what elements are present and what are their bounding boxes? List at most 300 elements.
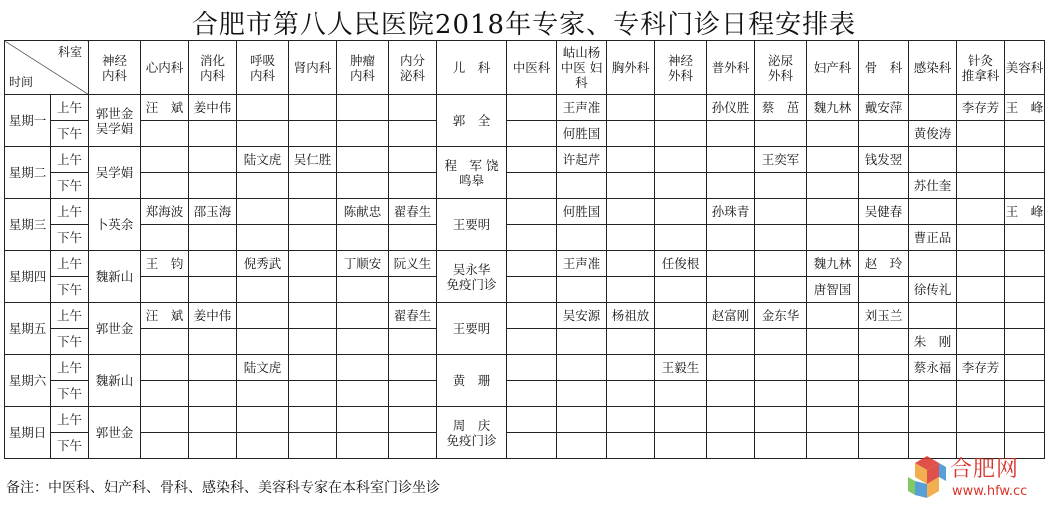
schedule-cell bbox=[655, 173, 707, 199]
half-day-pm: 下午 bbox=[51, 173, 89, 199]
schedule-cell bbox=[607, 225, 655, 251]
schedule-cell bbox=[755, 199, 807, 225]
schedule-cell bbox=[189, 355, 237, 381]
schedule-cell bbox=[607, 121, 655, 147]
schedule-cell bbox=[957, 199, 1005, 225]
schedule-cell bbox=[389, 225, 437, 251]
schedule-cell bbox=[337, 381, 389, 407]
schedule-cell bbox=[189, 433, 237, 459]
table-row bbox=[5, 95, 1045, 121]
schedule-cell bbox=[141, 277, 189, 303]
schedule-cell: 翟春生 bbox=[389, 303, 437, 329]
half-day-am: 上午 bbox=[51, 303, 89, 329]
schedule-cell bbox=[607, 381, 655, 407]
schedule-cell bbox=[707, 329, 755, 355]
table-row bbox=[5, 251, 1045, 277]
schedule-cell bbox=[337, 121, 389, 147]
schedule-cell bbox=[607, 329, 655, 355]
schedule-cell bbox=[655, 329, 707, 355]
schedule-cell bbox=[337, 303, 389, 329]
schedule-cell bbox=[507, 147, 557, 173]
schedule-cell bbox=[909, 407, 957, 433]
day-label: 星期三 bbox=[5, 199, 51, 251]
schedule-cell bbox=[807, 355, 859, 381]
schedule-cell bbox=[389, 277, 437, 303]
schedule-cell bbox=[289, 355, 337, 381]
schedule-cell bbox=[755, 329, 807, 355]
schedule-cell bbox=[237, 225, 289, 251]
schedule-cell: 魏新山 bbox=[89, 251, 141, 303]
schedule-cell bbox=[289, 407, 337, 433]
schedule-cell bbox=[957, 303, 1005, 329]
schedule-cell bbox=[389, 381, 437, 407]
schedule-cell: 刘玉兰 bbox=[859, 303, 909, 329]
schedule-cell bbox=[1005, 147, 1045, 173]
schedule-cell bbox=[957, 251, 1005, 277]
dept-header: 心内科 bbox=[141, 41, 189, 95]
schedule-cell bbox=[707, 407, 755, 433]
schedule-cell: 汪 斌 bbox=[141, 95, 189, 121]
schedule-cell bbox=[1005, 173, 1045, 199]
corner-dept-label: 科室 bbox=[57, 45, 82, 59]
table-row bbox=[5, 147, 1045, 173]
day-label: 星期五 bbox=[5, 303, 51, 355]
schedule-cell bbox=[507, 225, 557, 251]
corner-cell bbox=[5, 41, 89, 95]
dept-header: 妇产科 bbox=[807, 41, 859, 95]
table-row bbox=[5, 225, 1045, 251]
schedule-cell: 吴学娟 bbox=[89, 147, 141, 199]
schedule-cell bbox=[507, 277, 557, 303]
schedule-cell bbox=[289, 173, 337, 199]
schedule-cell bbox=[141, 121, 189, 147]
schedule-cell bbox=[707, 433, 755, 459]
schedule-cell bbox=[237, 173, 289, 199]
schedule-table bbox=[4, 40, 1045, 459]
schedule-cell: 陆文虎 bbox=[237, 355, 289, 381]
schedule-cell bbox=[389, 95, 437, 121]
schedule-cell: 孙仪胜 bbox=[707, 95, 755, 121]
schedule-cell: 李存芳 bbox=[957, 95, 1005, 121]
schedule-cell bbox=[807, 329, 859, 355]
schedule-cell bbox=[189, 225, 237, 251]
schedule-cell bbox=[507, 121, 557, 147]
schedule-cell bbox=[237, 95, 289, 121]
half-day-am: 上午 bbox=[51, 199, 89, 225]
table-row bbox=[5, 121, 1045, 147]
schedule-cell bbox=[389, 121, 437, 147]
schedule-cell bbox=[337, 433, 389, 459]
schedule-cell: 何胜国 bbox=[557, 199, 607, 225]
table-row bbox=[5, 355, 1045, 381]
schedule-cell bbox=[607, 277, 655, 303]
schedule-cell: 钱发翌 bbox=[859, 147, 909, 173]
schedule-cell bbox=[189, 277, 237, 303]
schedule-cell bbox=[389, 407, 437, 433]
dept-header: 肿瘤 内科 bbox=[337, 41, 389, 95]
schedule-cell bbox=[607, 173, 655, 199]
schedule-cell: 赵 玲 bbox=[859, 251, 909, 277]
schedule-cell bbox=[607, 407, 655, 433]
schedule-cell bbox=[237, 381, 289, 407]
schedule-cell bbox=[189, 147, 237, 173]
schedule-cell bbox=[957, 121, 1005, 147]
schedule-cell: 周 庆 免疫门诊 bbox=[437, 407, 507, 459]
half-day-pm: 下午 bbox=[51, 329, 89, 355]
half-day-pm: 下午 bbox=[51, 381, 89, 407]
logo-name: 合肥网 bbox=[950, 457, 1020, 482]
schedule-cell: 蔡 茁 bbox=[755, 95, 807, 121]
schedule-cell bbox=[755, 355, 807, 381]
schedule-cell: 王声准 bbox=[557, 251, 607, 277]
day-label: 星期日 bbox=[5, 407, 51, 459]
schedule-cell: 王 峰 bbox=[1005, 95, 1045, 121]
schedule-cell: 王声准 bbox=[557, 95, 607, 121]
schedule-cell bbox=[807, 225, 859, 251]
schedule-cell: 朱 刚 bbox=[909, 329, 957, 355]
schedule-cell bbox=[607, 199, 655, 225]
schedule-cell bbox=[755, 433, 807, 459]
schedule-cell bbox=[507, 251, 557, 277]
schedule-cell bbox=[755, 381, 807, 407]
schedule-cell bbox=[389, 173, 437, 199]
schedule-cell bbox=[1005, 407, 1045, 433]
schedule-cell bbox=[859, 173, 909, 199]
schedule-cell bbox=[507, 95, 557, 121]
schedule-cell bbox=[859, 355, 909, 381]
schedule-cell bbox=[807, 381, 859, 407]
schedule-cell bbox=[957, 381, 1005, 407]
schedule-cell bbox=[909, 303, 957, 329]
schedule-cell bbox=[707, 147, 755, 173]
site-logo bbox=[904, 452, 1048, 508]
schedule-cell: 黄俊涛 bbox=[909, 121, 957, 147]
schedule-cell: 倪秀武 bbox=[237, 251, 289, 277]
schedule-cell bbox=[507, 433, 557, 459]
schedule-cell: 金东华 bbox=[755, 303, 807, 329]
schedule-cell: 阮义生 bbox=[389, 251, 437, 277]
schedule-cell bbox=[507, 355, 557, 381]
schedule-cell bbox=[557, 381, 607, 407]
dept-header: 普外科 bbox=[707, 41, 755, 95]
schedule-cell bbox=[957, 173, 1005, 199]
schedule-cell bbox=[507, 381, 557, 407]
schedule-cell bbox=[337, 147, 389, 173]
half-day-am: 上午 bbox=[51, 355, 89, 381]
half-day-pm: 下午 bbox=[51, 277, 89, 303]
schedule-cell bbox=[237, 303, 289, 329]
schedule-cell bbox=[909, 147, 957, 173]
schedule-cell: 苏仕奎 bbox=[909, 173, 957, 199]
schedule-cell: 孙珠青 bbox=[707, 199, 755, 225]
schedule-cell bbox=[557, 173, 607, 199]
schedule-cell: 程 军 饶 鸣皋 bbox=[437, 147, 507, 199]
half-day-pm: 下午 bbox=[51, 121, 89, 147]
dept-header: 针灸 推拿科 bbox=[957, 41, 1005, 95]
table-row bbox=[5, 303, 1045, 329]
table-row bbox=[5, 381, 1045, 407]
table-row bbox=[5, 329, 1045, 355]
dept-header: 美容科 bbox=[1005, 41, 1045, 95]
schedule-cell bbox=[807, 147, 859, 173]
schedule-cell bbox=[337, 355, 389, 381]
table-row bbox=[5, 277, 1045, 303]
footnote: 备注：中医科、妇产科、骨科、感染科、美容科专家在本科室门诊坐诊 bbox=[6, 480, 440, 496]
schedule-cell bbox=[607, 95, 655, 121]
schedule-cell bbox=[189, 173, 237, 199]
schedule-cell: 杨祖放 bbox=[607, 303, 655, 329]
schedule-cell: 郭世金 bbox=[89, 407, 141, 459]
schedule-cell: 魏九林 bbox=[807, 95, 859, 121]
schedule-cell bbox=[141, 355, 189, 381]
schedule-cell bbox=[755, 251, 807, 277]
schedule-cell: 王奕军 bbox=[755, 147, 807, 173]
schedule-cell bbox=[189, 329, 237, 355]
schedule-cell bbox=[289, 121, 337, 147]
schedule-cell bbox=[557, 329, 607, 355]
schedule-cell bbox=[707, 277, 755, 303]
schedule-cell bbox=[289, 329, 337, 355]
half-day-am: 上午 bbox=[51, 147, 89, 173]
schedule-cell bbox=[557, 277, 607, 303]
half-day-am: 上午 bbox=[51, 95, 89, 121]
schedule-cell bbox=[909, 251, 957, 277]
schedule-cell bbox=[655, 199, 707, 225]
schedule-cell bbox=[289, 225, 337, 251]
schedule-cell bbox=[337, 407, 389, 433]
schedule-cell bbox=[557, 407, 607, 433]
schedule-cell bbox=[1005, 329, 1045, 355]
schedule-cell bbox=[607, 433, 655, 459]
schedule-cell bbox=[289, 433, 337, 459]
schedule-cell bbox=[807, 173, 859, 199]
schedule-cell bbox=[141, 147, 189, 173]
schedule-cell bbox=[1005, 303, 1045, 329]
schedule-cell: 陈献忠 bbox=[337, 199, 389, 225]
schedule-cell: 蔡永福 bbox=[909, 355, 957, 381]
schedule-cell: 吴安源 bbox=[557, 303, 607, 329]
schedule-cell: 郭世金 bbox=[89, 303, 141, 355]
dept-header: 消化 内科 bbox=[189, 41, 237, 95]
schedule-cell bbox=[389, 147, 437, 173]
schedule-cell bbox=[141, 407, 189, 433]
schedule-cell bbox=[507, 329, 557, 355]
schedule-cell bbox=[807, 433, 859, 459]
schedule-cell: 王毅生 bbox=[655, 355, 707, 381]
schedule-cell: 任俊根 bbox=[655, 251, 707, 277]
schedule-cell bbox=[655, 225, 707, 251]
schedule-cell bbox=[1005, 251, 1045, 277]
schedule-cell bbox=[607, 251, 655, 277]
schedule-cell bbox=[189, 251, 237, 277]
schedule-cell bbox=[607, 147, 655, 173]
schedule-cell bbox=[807, 121, 859, 147]
schedule-cell bbox=[1005, 355, 1045, 381]
schedule-cell: 翟春生 bbox=[389, 199, 437, 225]
schedule-cell bbox=[655, 303, 707, 329]
schedule-cell bbox=[337, 329, 389, 355]
schedule-cell: 吴健春 bbox=[859, 199, 909, 225]
schedule-cell bbox=[607, 355, 655, 381]
schedule-cell: 魏新山 bbox=[89, 355, 141, 407]
schedule-cell bbox=[289, 277, 337, 303]
schedule-cell bbox=[189, 121, 237, 147]
schedule-cell: 许起芹 bbox=[557, 147, 607, 173]
schedule-cell bbox=[859, 407, 909, 433]
table-row bbox=[5, 199, 1045, 225]
schedule-cell bbox=[237, 199, 289, 225]
schedule-cell bbox=[337, 277, 389, 303]
half-day-pm: 下午 bbox=[51, 433, 89, 459]
schedule-cell bbox=[389, 329, 437, 355]
schedule-cell: 吴永华 免疫门诊 bbox=[437, 251, 507, 303]
schedule-cell: 邵玉海 bbox=[189, 199, 237, 225]
dept-header: 神经 内科 bbox=[89, 41, 141, 95]
schedule-cell: 郭 全 bbox=[437, 95, 507, 147]
half-day-am: 上午 bbox=[51, 251, 89, 277]
schedule-cell bbox=[909, 199, 957, 225]
schedule-cell bbox=[557, 355, 607, 381]
table-row bbox=[5, 407, 1045, 433]
schedule-cell bbox=[755, 225, 807, 251]
schedule-cell bbox=[707, 225, 755, 251]
schedule-cell bbox=[189, 407, 237, 433]
dept-header: 泌尿 外科 bbox=[755, 41, 807, 95]
schedule-cell: 唐智国 bbox=[807, 277, 859, 303]
schedule-cell bbox=[237, 277, 289, 303]
schedule-cell bbox=[655, 407, 707, 433]
schedule-cell bbox=[141, 225, 189, 251]
schedule-cell bbox=[755, 407, 807, 433]
schedule-cell bbox=[337, 95, 389, 121]
schedule-cell bbox=[655, 381, 707, 407]
schedule-cell: 王要明 bbox=[437, 199, 507, 251]
dept-header: 肾内科 bbox=[289, 41, 337, 95]
schedule-cell: 姜中伟 bbox=[189, 303, 237, 329]
schedule-cell: 李存芳 bbox=[957, 355, 1005, 381]
schedule-cell: 丁顺安 bbox=[337, 251, 389, 277]
schedule-cell bbox=[141, 433, 189, 459]
schedule-cell: 王 钧 bbox=[141, 251, 189, 277]
schedule-cell: 汪 斌 bbox=[141, 303, 189, 329]
schedule-cell bbox=[807, 303, 859, 329]
schedule-cell: 吴仁胜 bbox=[289, 147, 337, 173]
schedule-cell bbox=[655, 147, 707, 173]
schedule-cell bbox=[237, 329, 289, 355]
dept-header: 胸外科 bbox=[607, 41, 655, 95]
schedule-cell bbox=[557, 433, 607, 459]
schedule-cell bbox=[655, 277, 707, 303]
dept-header: 感染科 bbox=[909, 41, 957, 95]
schedule-cell bbox=[957, 329, 1005, 355]
schedule-cell bbox=[655, 433, 707, 459]
schedule-cell bbox=[957, 277, 1005, 303]
schedule-cell bbox=[859, 381, 909, 407]
schedule-cell bbox=[859, 433, 909, 459]
schedule-cell bbox=[141, 173, 189, 199]
day-label: 星期二 bbox=[5, 147, 51, 199]
schedule-cell bbox=[337, 225, 389, 251]
schedule-cell bbox=[755, 173, 807, 199]
schedule-cell: 卜英余 bbox=[89, 199, 141, 251]
schedule-cell bbox=[1005, 381, 1045, 407]
schedule-cell bbox=[957, 147, 1005, 173]
schedule-cell bbox=[189, 381, 237, 407]
schedule-cell bbox=[237, 407, 289, 433]
schedule-cell bbox=[389, 355, 437, 381]
corner-time-label: 时间 bbox=[9, 75, 34, 89]
table-row bbox=[5, 433, 1045, 459]
dept-header: 内分 泌科 bbox=[389, 41, 437, 95]
half-day-pm: 下午 bbox=[51, 225, 89, 251]
schedule-cell bbox=[557, 225, 607, 251]
schedule-cell bbox=[957, 407, 1005, 433]
schedule-cell: 黄 珊 bbox=[437, 355, 507, 407]
schedule-cell bbox=[1005, 277, 1045, 303]
schedule-cell bbox=[707, 251, 755, 277]
schedule-cell bbox=[507, 173, 557, 199]
schedule-cell bbox=[655, 121, 707, 147]
day-label: 星期四 bbox=[5, 251, 51, 303]
schedule-cell bbox=[859, 225, 909, 251]
schedule-cell: 曹正品 bbox=[909, 225, 957, 251]
dept-header: 呼吸 内科 bbox=[237, 41, 289, 95]
dept-header: 骨 科 bbox=[859, 41, 909, 95]
schedule-cell: 徐传礼 bbox=[909, 277, 957, 303]
logo-mark-icon bbox=[906, 454, 948, 500]
schedule-cell: 郑海波 bbox=[141, 199, 189, 225]
header-row bbox=[5, 41, 1045, 95]
schedule-cell bbox=[1005, 225, 1045, 251]
schedule-cell: 姜中伟 bbox=[189, 95, 237, 121]
day-label: 星期六 bbox=[5, 355, 51, 407]
schedule-body bbox=[5, 95, 1045, 459]
schedule-cell bbox=[859, 329, 909, 355]
page-title: 合肥市第八人民医院2018年专家、专科门诊日程安排表 bbox=[191, 10, 857, 40]
schedule-cell: 戴安萍 bbox=[859, 95, 909, 121]
schedule-cell bbox=[1005, 121, 1045, 147]
schedule-cell bbox=[707, 381, 755, 407]
schedule-cell bbox=[289, 251, 337, 277]
schedule-cell: 王 峰 bbox=[1005, 199, 1045, 225]
half-day-am: 上午 bbox=[51, 407, 89, 433]
schedule-cell bbox=[755, 277, 807, 303]
schedule-cell bbox=[237, 433, 289, 459]
schedule-cell bbox=[707, 121, 755, 147]
schedule-cell bbox=[337, 173, 389, 199]
schedule-cell bbox=[859, 277, 909, 303]
schedule-cell bbox=[655, 95, 707, 121]
schedule-cell: 何胜国 bbox=[557, 121, 607, 147]
schedule-cell bbox=[807, 407, 859, 433]
schedule-cell bbox=[755, 121, 807, 147]
dept-header: 岵山杨 中医 妇 科 bbox=[557, 41, 607, 95]
schedule-cell bbox=[289, 381, 337, 407]
schedule-cell bbox=[237, 121, 289, 147]
schedule-cell: 王要明 bbox=[437, 303, 507, 355]
schedule-cell bbox=[289, 95, 337, 121]
schedule-cell bbox=[707, 355, 755, 381]
dept-header: 儿 科 bbox=[437, 41, 507, 95]
schedule-cell bbox=[141, 381, 189, 407]
table-row bbox=[5, 173, 1045, 199]
logo-url: www.hfw.cc bbox=[952, 484, 1028, 499]
schedule-cell bbox=[289, 199, 337, 225]
schedule-cell bbox=[507, 303, 557, 329]
schedule-cell: 郭世金 吴学娟 bbox=[89, 95, 141, 147]
schedule-cell bbox=[909, 95, 957, 121]
schedule-cell bbox=[507, 407, 557, 433]
